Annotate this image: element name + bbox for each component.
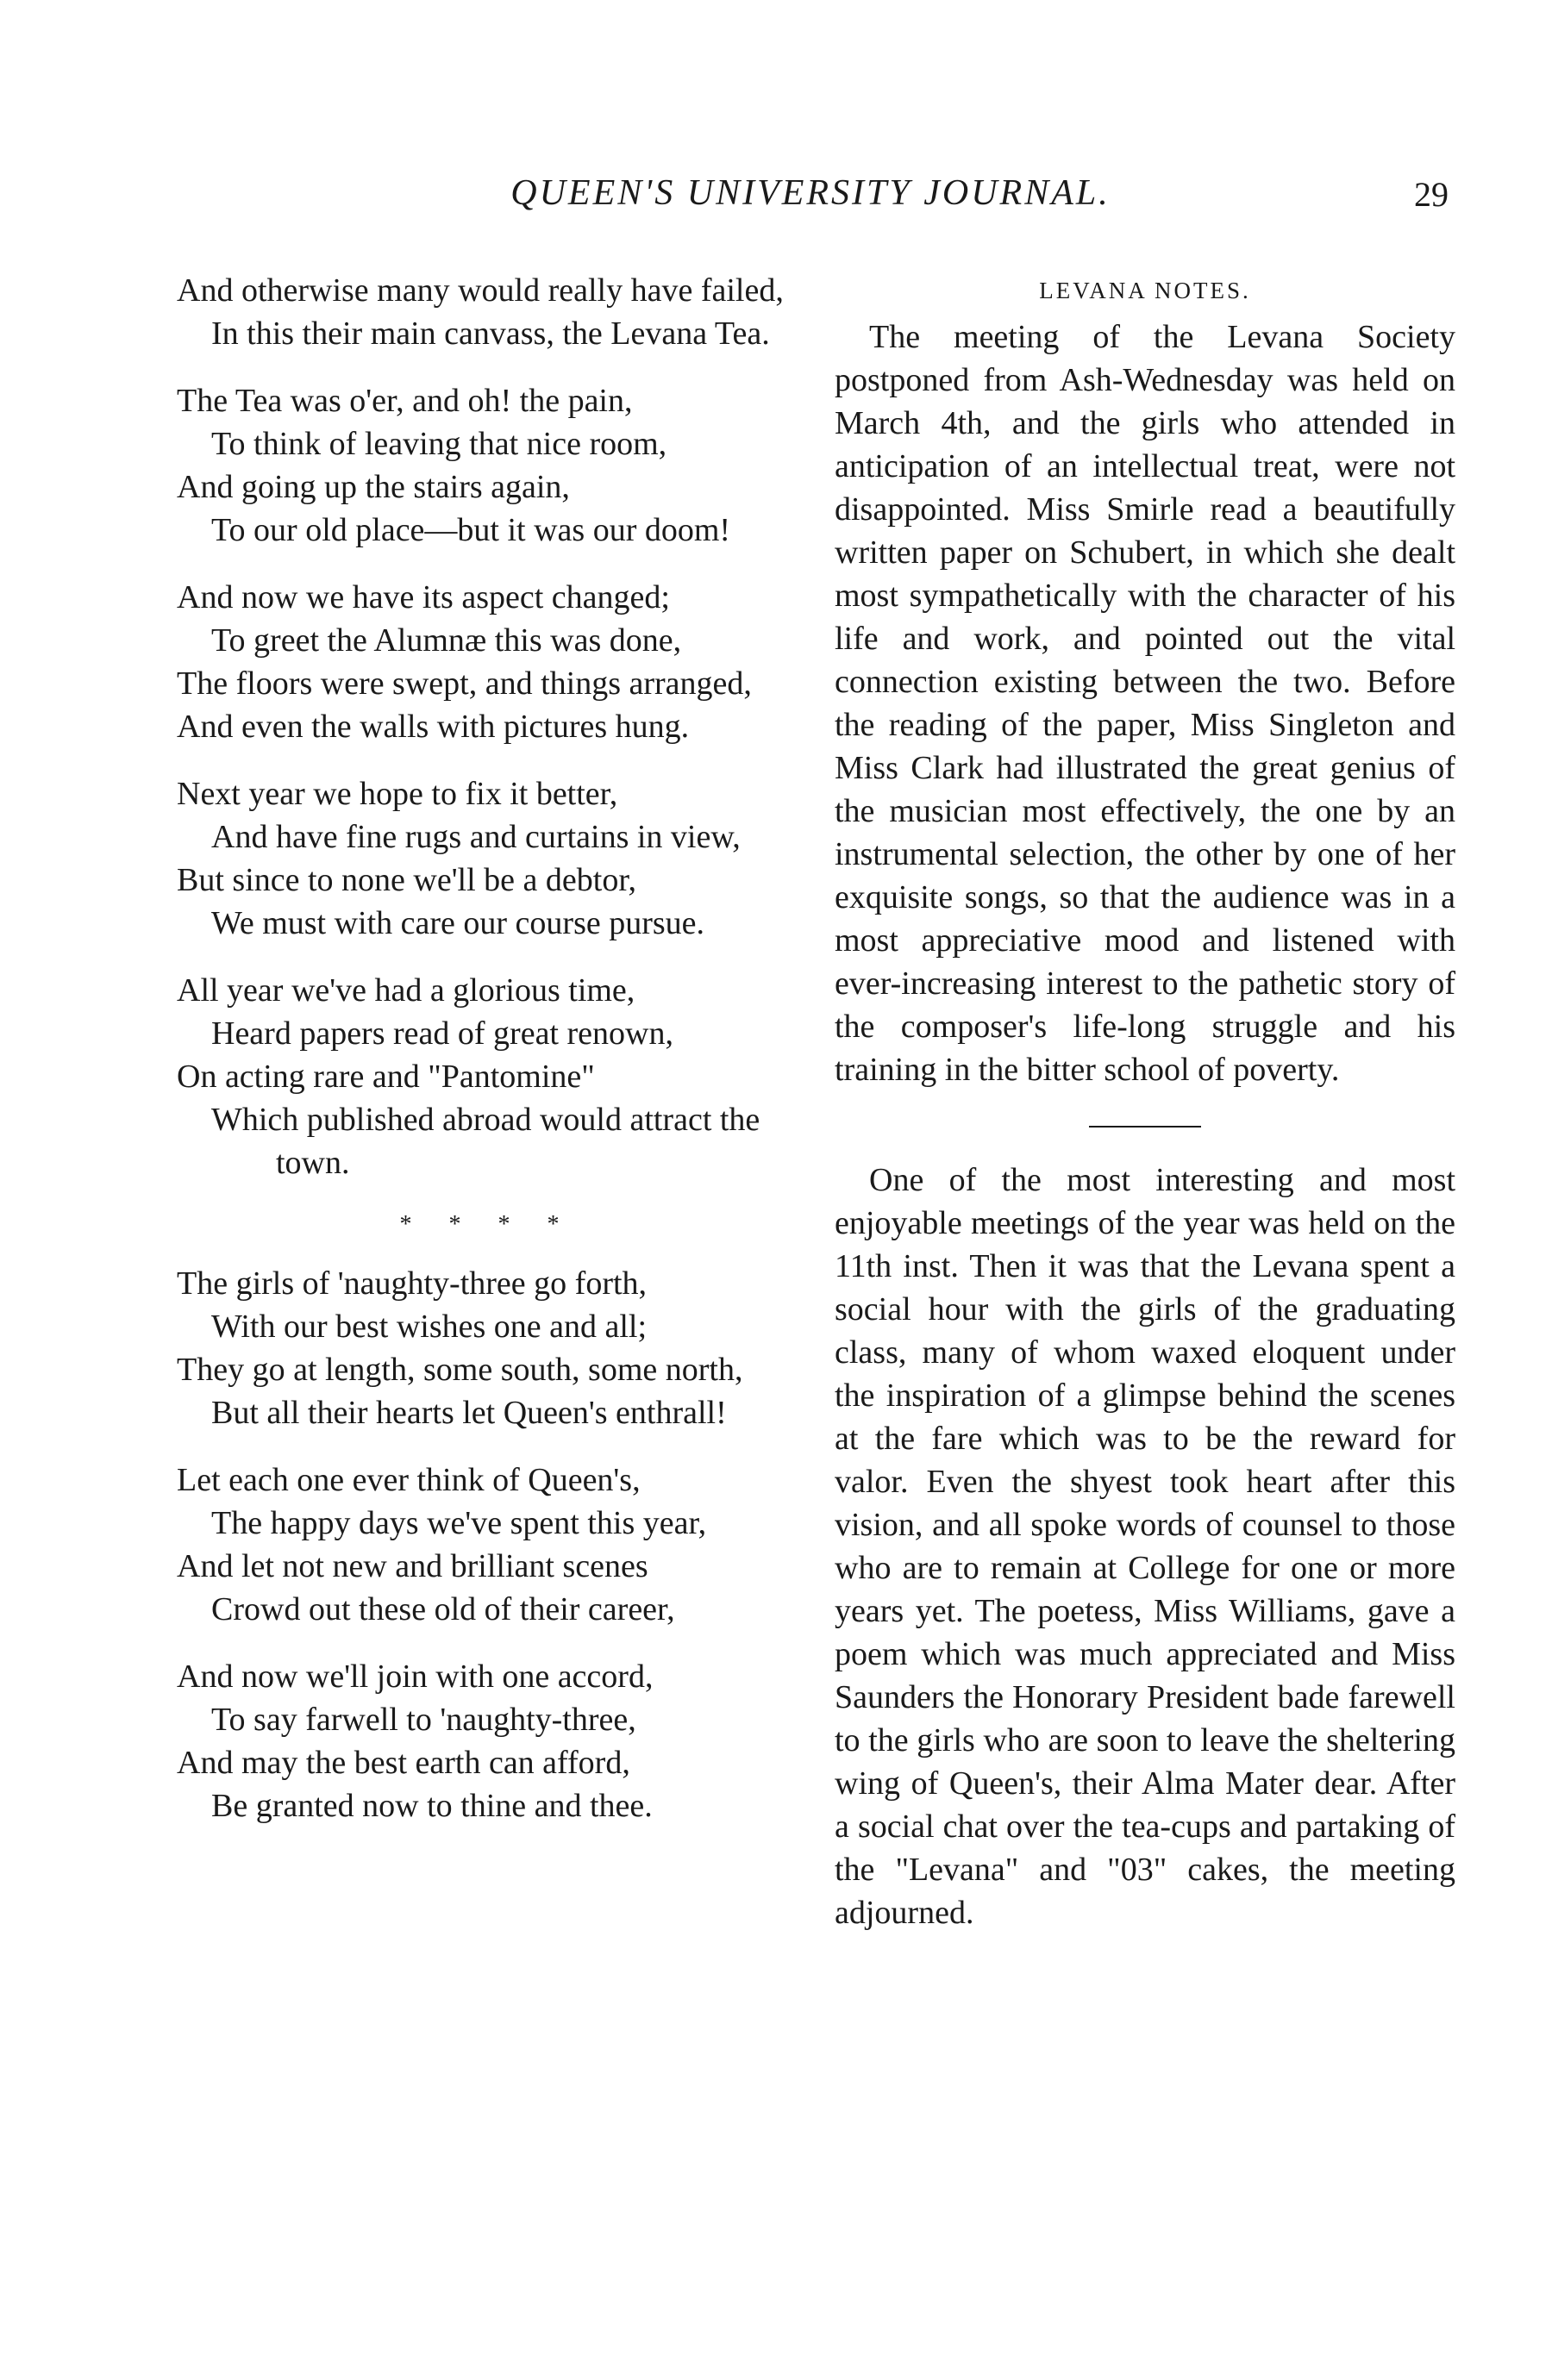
poem-line: The happy days we've spent this year,: [211, 1505, 707, 1541]
poem-line: To say farwell to 'naughty-three,: [211, 1702, 636, 1738]
poem-line: And even the walls with pictures hung.: [177, 709, 690, 745]
poem-line: The floors were swept, and things arranged,: [177, 665, 752, 702]
poem-line: And going up the stairs again,: [177, 469, 570, 505]
levana-notes-column: [835, 269, 1455, 1934]
poem-line: On acting rare and "Pantomine": [177, 1059, 595, 1095]
poem-line: In this their main canvass, the Levana Tea.: [211, 315, 770, 352]
poem-line: Let each one ever think of Queen's,: [177, 1462, 641, 1498]
running-title: QUEEN'S UNIVERSITY JOURNAL.: [510, 173, 1111, 213]
poem-line: And let not new and brilliant scenes: [177, 1548, 648, 1584]
poem-line: And otherwise many would really have failed,: [177, 272, 784, 309]
paragraph: One of the most interesting and most enjoyable meetings of the year was held on the 11th inst. Then it was that the Levana spent a social hour with the girls of the graduating class, many of whom waxed eloquent under the inspiration of a glimpse behind the scenes at the fare which was to be the reward for valor. Even the shyest took heart after this vision, and all spoke words of counsel to those who are to remain at College for one or more years yet. The poetess, Miss Williams, gave a poem which was much appreciated and Miss Saunders the Honorary President bade farewell to the girls who are soon to leave the sheltering wing of Queen's, their Alma Mater dear. After a social chat over the tea-cups and partaking of the "Levana" and "03" cakes, the meeting adjourned.: [835, 1162, 1455, 1931]
poem-line: Next year we hope to fix it better,: [177, 776, 618, 812]
poem-line: And may the best earth can afford,: [177, 1745, 630, 1781]
poem-line: To our old place—but it was our doom!: [211, 512, 731, 548]
poem-line: And have fine rugs and curtains in view,: [211, 819, 741, 855]
poem-line: We must with care our course pursue.: [211, 905, 705, 941]
poem-line: But since to none we'll be a debtor,: [177, 862, 636, 898]
poem-line: To think of leaving that nice room,: [211, 426, 667, 462]
poem-line: All year we've had a glorious time,: [177, 972, 635, 1009]
stanza: [177, 1459, 798, 1631]
section-break-stars: * * * *: [399, 1211, 575, 1238]
section-divider: [1089, 1126, 1201, 1128]
poem-line: Heard papers read of great renown,: [211, 1015, 673, 1052]
poem-line: To greet the Alumnæ this was done,: [211, 622, 682, 659]
poem-line: Be granted now to thine and thee.: [211, 1788, 653, 1824]
poem-column: [177, 269, 798, 1852]
poem-line: And now we have its aspect changed;: [177, 579, 670, 615]
poem-line: Which published abroad would attract the town.: [211, 1102, 760, 1181]
stanza: [177, 1655, 798, 1827]
poem-line: And now we'll join with one accord,: [177, 1659, 654, 1695]
poem-line: The girls of 'naughty-three go forth,: [177, 1265, 648, 1302]
stanza: [177, 576, 798, 748]
stanza: [177, 772, 798, 945]
poem-line: The Tea was o'er, and oh! the pain,: [177, 383, 633, 419]
poem-line: But all their hearts let Queen's enthrall!: [211, 1395, 727, 1431]
poem-line: With our best wishes one and all;: [211, 1309, 648, 1345]
paragraph: The meeting of the Levana Society postponed from Ash-Wednesday was held on March 4th, and the girls who attended in anticipation of an intellectual treat, were not disappointed. Miss Smirle read a beautifully written paper on Schubert, in which she dealt most sympathetically with the character of his life and work, and pointed out the vital connection existing between the two. Before the reading of the paper, Miss Singleton and Miss Clark had illustrated the great genius of the musician most effectively, the one by an instrumental selection, the other by one of her exquisite songs, so that the audience was in a most appreciative mood and listened with ever-increasing interest to the pathetic story of the composer's life-long struggle and his training in the bitter school of poverty.: [835, 319, 1455, 1088]
stanza: [177, 379, 798, 552]
poem-line: They go at length, some south, some north,: [177, 1352, 743, 1388]
stanza: [177, 269, 798, 355]
page-number: 29: [1414, 175, 1449, 214]
section-heading: LEVANA NOTES.: [1039, 278, 1251, 303]
stanza: [177, 969, 798, 1184]
stanza: [177, 1262, 798, 1434]
poem-line: Crowd out these old of their career,: [211, 1591, 675, 1627]
page-header: [172, 172, 1449, 224]
